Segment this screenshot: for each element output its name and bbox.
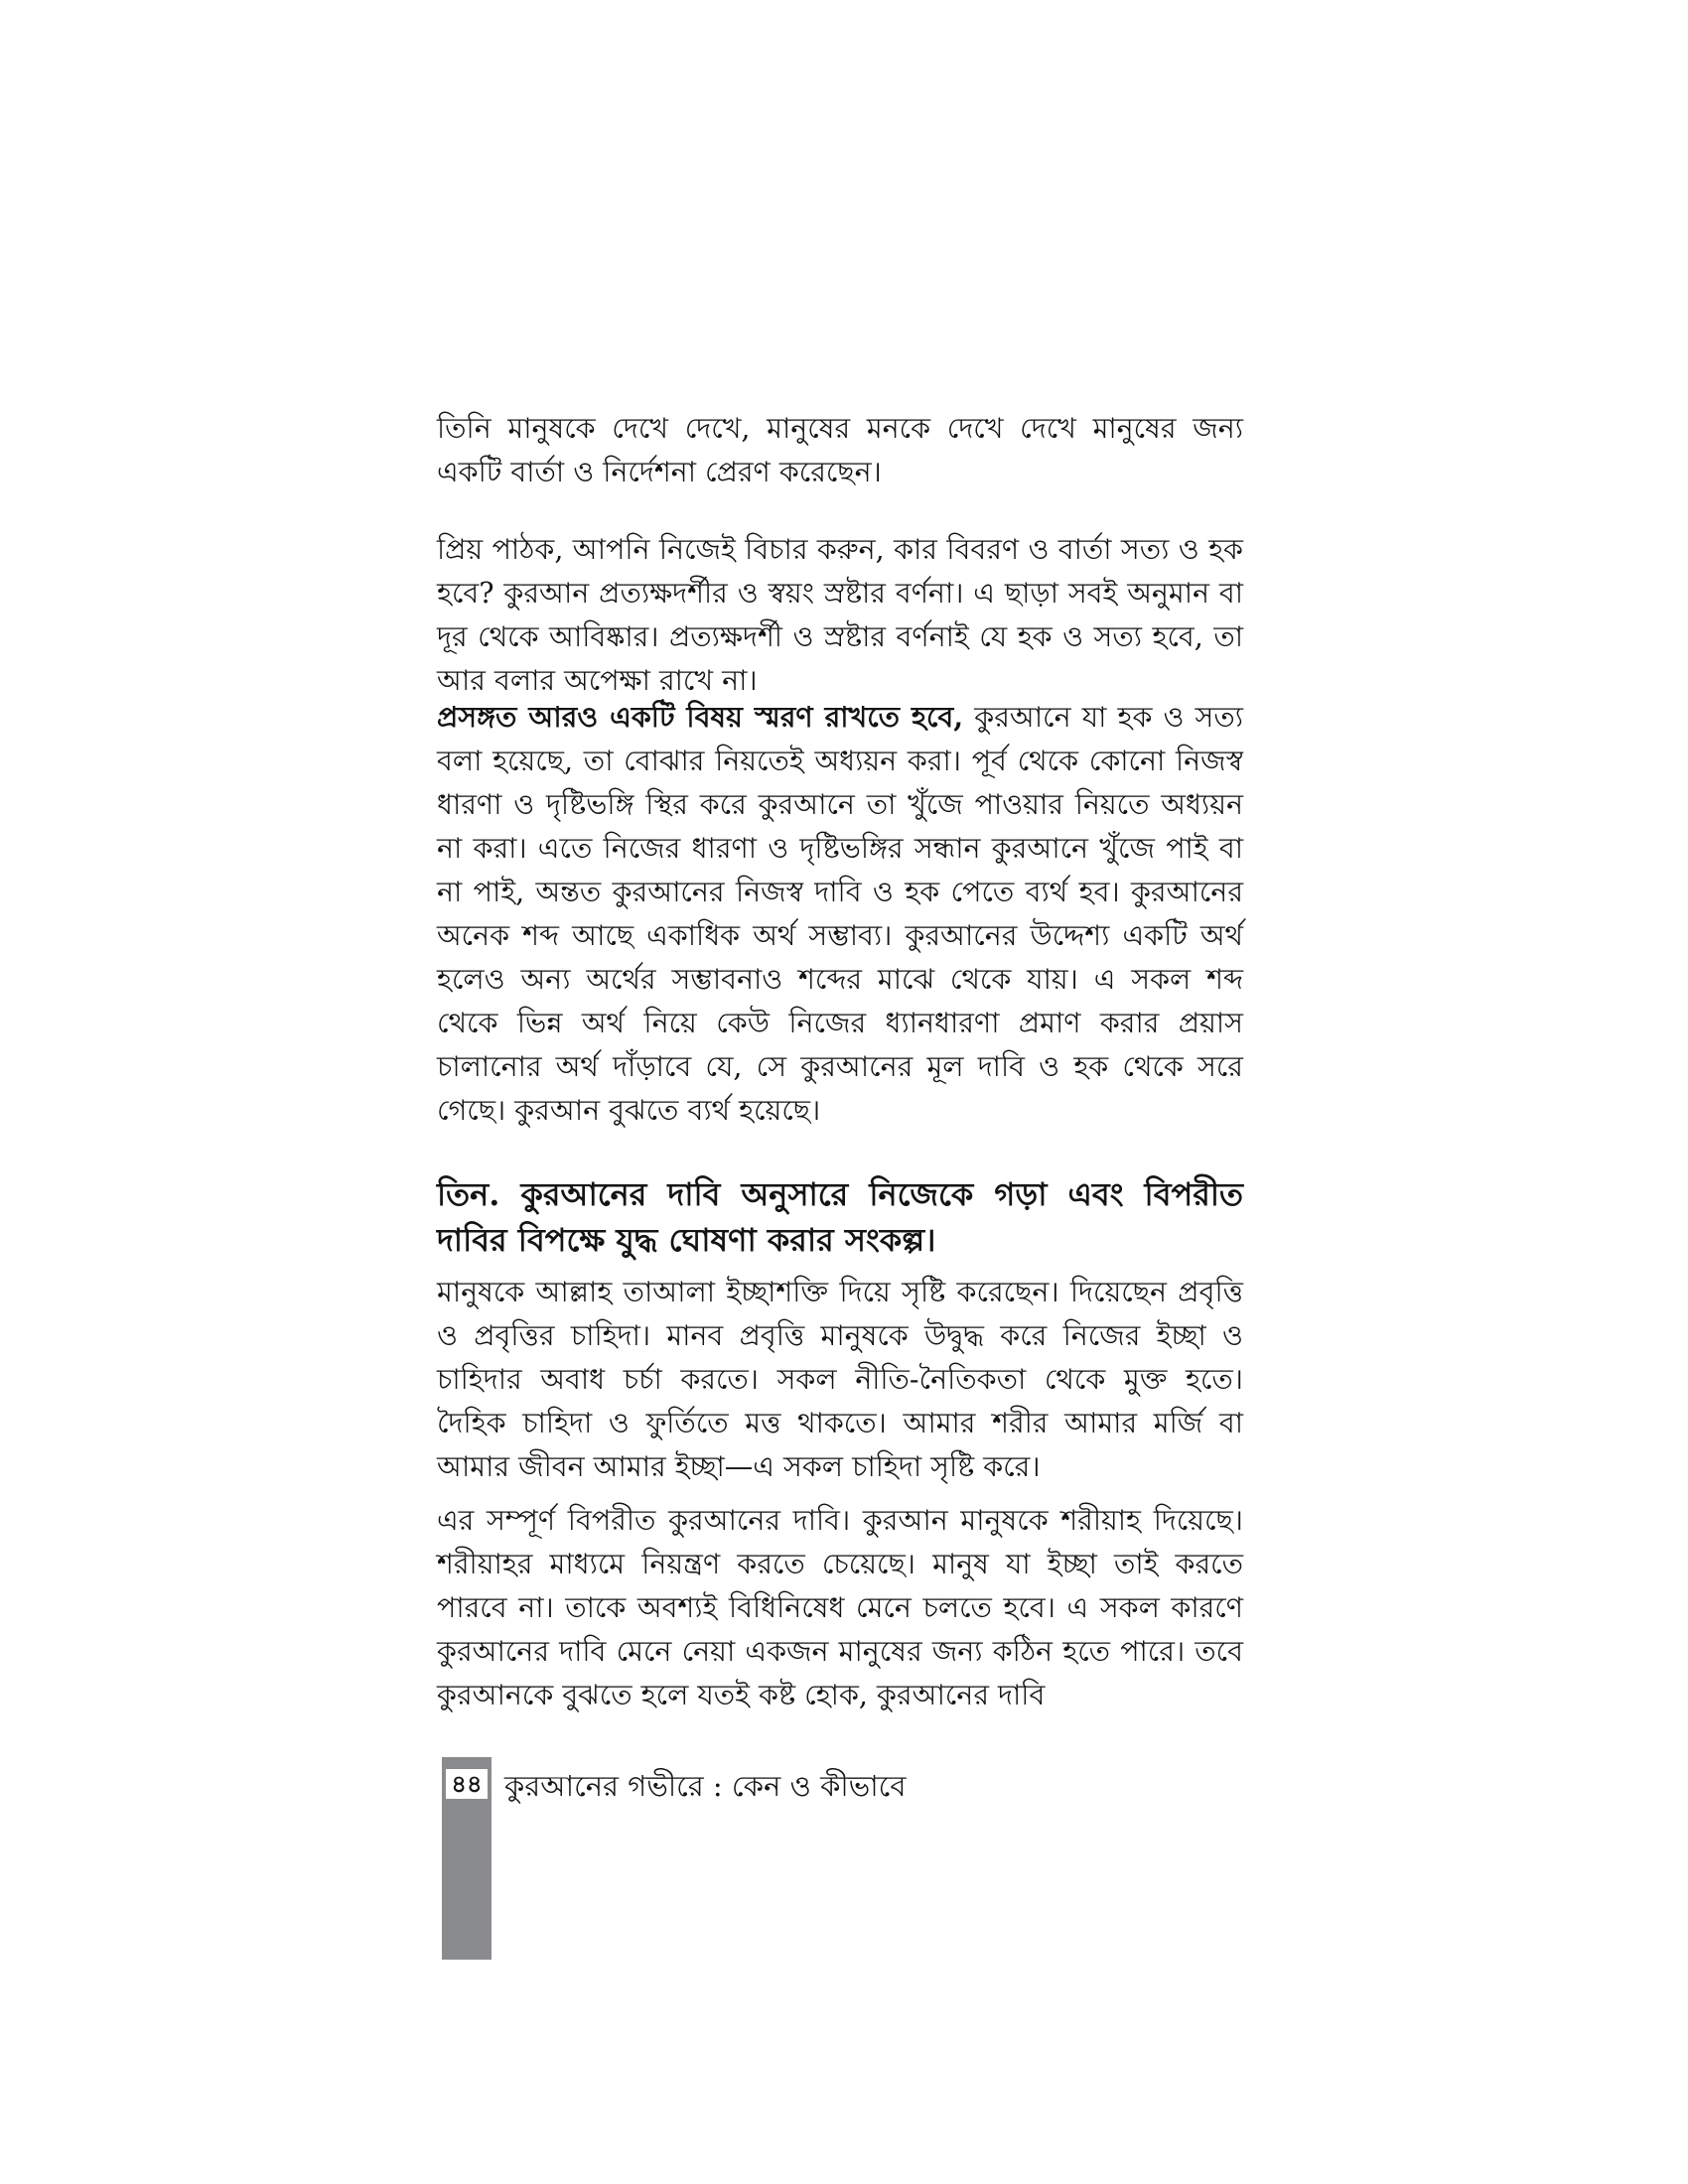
paragraph-text: কুরআনে যা হক ও সত্য বলা হয়েছে, তা বোঝার নিয়তেই অধ্যয়ন করা। পূর্ব থেকে কোনো নিজস্ব ধারণা ও দৃষ্টিভঙ্গি স্থির করে কুরআনে তা খুঁজে পাওয়ার নিয়তে অধ্যয়ন না করা। এতে নিজের ধারণা ও দৃষ্টিভঙ্গির সন্ধান কুরআনে খুঁজে পাই বা না পাই, অন্তত কুরআনের নিজস্ব দাবি ও হক পেতে ব্যর্থ হব। কুরআনের অনেক শব্দ আছে একাধিক অর্থ সম্ভাব্য। কুরআনের উদ্দেশ্য একটি অর্থ হলেও অন্য অর্থের সম্ভাবনাও শব্দের মাঝে থেকে যায়। এ সকল শব্দ থেকে ভিন্ন অর্থ নিয়ে কেউ নিজের ধ্যানধারণা প্রমাণ করার প্রয়াস চালানোর অর্থ দাঁড়াবে যে, সে কুরআনের মূল দাবি ও হক থেকে সরে গেছে। কুরআন বুঝতে ব্যর্থ হয়েছে। [437, 701, 1243, 1127]
page-number: ৪৪ [446, 1769, 488, 1799]
body-paragraph-3 [437, 695, 1243, 1133]
body-paragraph-4: মানুষকে আল্লাহ তাআলা ইচ্ছাশক্তি দিয়ে সৃষ্টি করেছেন। দিয়েছেন প্রবৃত্তি ও প্রবৃত্তির চাহিদা। মানব প্রবৃত্তি মানুষকে উদ্বুদ্ধ করে নিজের ইচ্ছা ও চাহিদার অবাধ চর্চা করতে। সকল নীতি-নৈতিকতা থেকে মুক্ত হতে। দৈহিক চাহিদা ও ফুর্তিতে মত্ত থাকতে। আমার শরীর আমার মর্জি বা আমার জীবন আমার ইচ্ছা—এ সকল চাহিদা সৃষ্টি করে। [437, 1276, 1243, 1483]
body-paragraph-5: এর সম্পূর্ণ বিপরীত কুরআনের দাবি। কুরআন মানুষকে শরীয়াহ দিয়েছে। শরীয়াহর মাধ্যমে নিয়ন্ত্রণ করতে চেয়েছে। মানুষ যা ইচ্ছা তাই করতে পারবে না। তাকে অবশ্যই বিধিনিষেধ মেনে চলতে হবে। এ সকল কারণে কুরআনের দাবি মেনে নেয়া একজন মানুষের জন্য কঠিন হতে পারে। তবে কুরআনকে বুঝতে হলে যতই কষ্ট হোক, কুরআনের দাবি [437, 1504, 1243, 1711]
section-heading: তিন. কুরআনের দাবি অনুসারে নিজেকে গড়া এবং বিপরীত দাবির বিপক্ষে যুদ্ধ ঘোষণা করার সংকল্প। [437, 1175, 1243, 1259]
running-title: কুরআনের গভীরে : কেন ও কীভাবে [504, 1769, 907, 1803]
body-paragraph-1: তিনি মানুষকে দেখে দেখে, মানুষের মনকে দেখে দেখে মানুষের জন্য একটি বার্তা ও নির্দেশনা প্রেরণ করেছেন। [437, 412, 1243, 488]
body-paragraph-2: প্রিয় পাঠক, আপনি নিজেই বিচার করুন, কার বিবরণ ও বার্তা সত্য ও হক হবে? কুরআন প্রত্যক্ষদর্শীর ও স্বয়ং স্রষ্টার বর্ণনা। এ ছাড়া সবই অনুমান বা দূর থেকে আবিষ্কার। প্রত্যক্ষদর্শী ও স্রষ্টার বর্ণনাই যে হক ও সত্য হবে, তা আর বলার অপেক্ষা রাখে না। [437, 533, 1243, 697]
paragraph-lead-bold: প্রসঙ্গত আরও একটি বিষয় স্মরণ রাখতে হবে, [437, 700, 964, 734]
